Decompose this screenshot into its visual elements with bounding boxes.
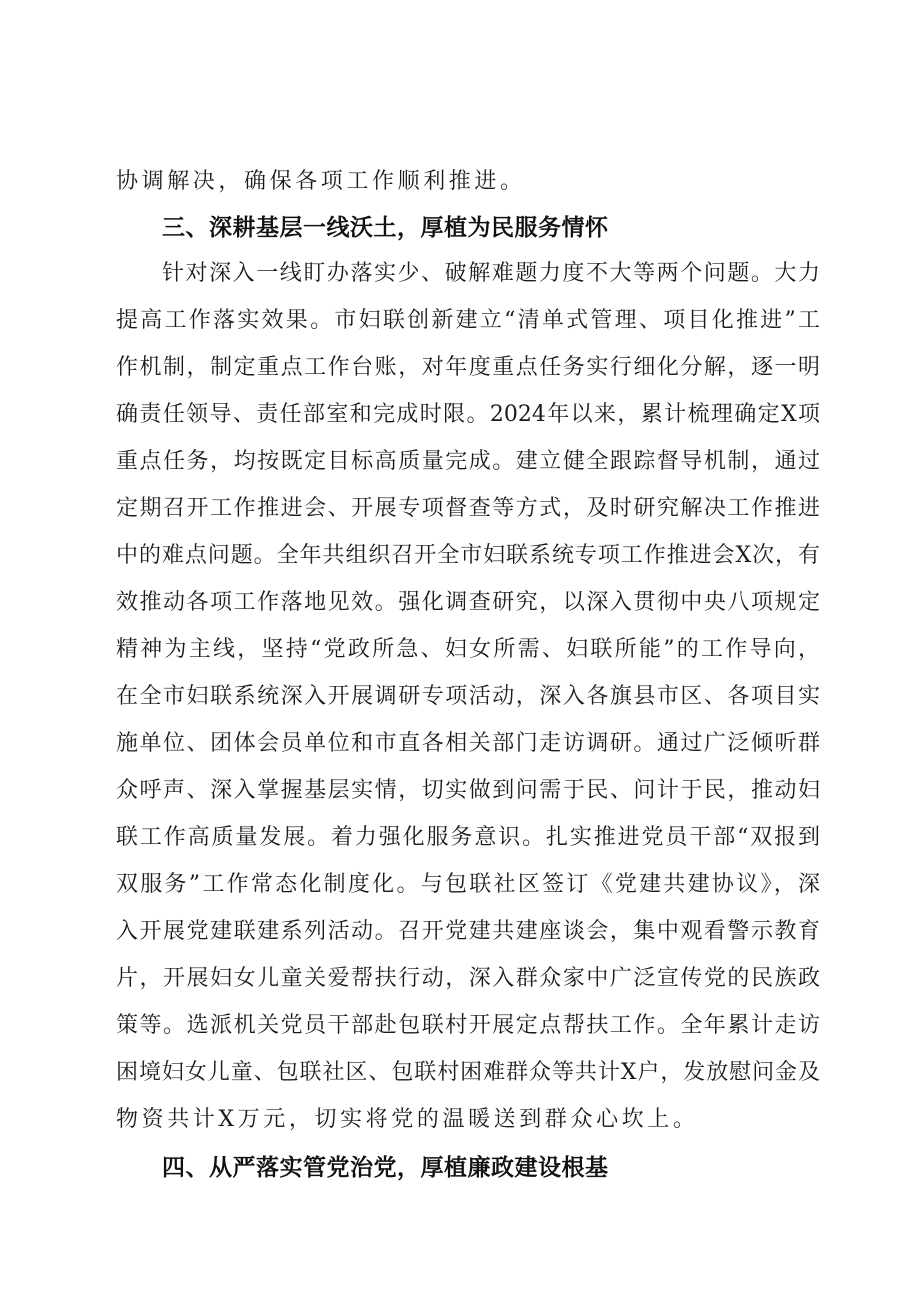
paragraph-line: 确责任领导、责任部室和完成时限。2024年以来，累计梳理确定X项 [116, 402, 820, 427]
paragraph-line: 策等。选派机关党员干部赴包联村开展定点帮扶工作。全年累计走访 [116, 1013, 820, 1038]
paragraph-line: 作机制，制定重点工作台账，对年度重点任务实行细化分解，逐一明 [116, 355, 820, 380]
lead-line: 协调解决，确保各项工作顺利推进。 [116, 169, 526, 194]
section-heading-4: 四、从严落实管党治党，厚植廉政建设根基 [162, 1155, 609, 1181]
paragraph-line: 提高工作落实效果。市妇联创新建立“清单式管理、项目化推进”工 [116, 308, 820, 333]
section-heading-3: 三、深耕基层一线沃土，厚植为民服务情怀 [162, 215, 609, 241]
paragraph-line: 施单位、团体会员单位和市直各相关部门走访调研。通过广泛倾听群 [116, 731, 820, 756]
paragraph-line: 众呼声、深入掌握基层实情，切实做到问需于民、问计于民，推动妇 [116, 778, 820, 803]
paragraph-line: 重点任务，均按既定目标高质量完成。建立健全跟踪督导机制，通过 [116, 449, 820, 474]
paragraph-line: 针对深入一线盯办落实少、破解难题力度不大等两个问题。大力 [162, 261, 820, 286]
paragraph-line: 精神为主线，坚持“党政所急、妇女所需、妇联所能”的工作导向， [116, 637, 820, 662]
paragraph-line: 困境妇女儿童、包联社区、包联村困难群众等共计X户，发放慰问金及 [116, 1060, 820, 1085]
paragraph-line: 中的难点问题。全年共组织召开全市妇联系统专项工作推进会X次，有 [116, 543, 820, 568]
paragraph-line: 定期召开工作推进会、开展专项督查等方式，及时研究解决工作推进 [116, 496, 820, 521]
paragraph-line: 在全市妇联系统深入开展调研专项活动，深入各旗县市区、各项目实 [116, 684, 820, 709]
paragraph-line: 效推动各项工作落地见效。强化调查研究，以深入贯彻中央八项规定 [116, 590, 820, 615]
paragraph-line-last: 物资共计X万元，切实将党的温暖送到群众心坎上。 [116, 1107, 699, 1132]
paragraph-line: 片，开展妇女儿童关爱帮扶行动，深入群众家中广泛宣传党的民族政 [116, 966, 820, 991]
paragraph-line: 联工作高质量发展。着力强化服务意识。扎实推进党员干部“双报到 [116, 825, 820, 850]
paragraph-line: 入开展党建联建系列活动。召开党建共建座谈会，集中观看警示教育 [116, 919, 820, 944]
paragraph-line: 双服务”工作常态化制度化。与包联社区签订《党建共建协议》，深 [116, 872, 820, 897]
